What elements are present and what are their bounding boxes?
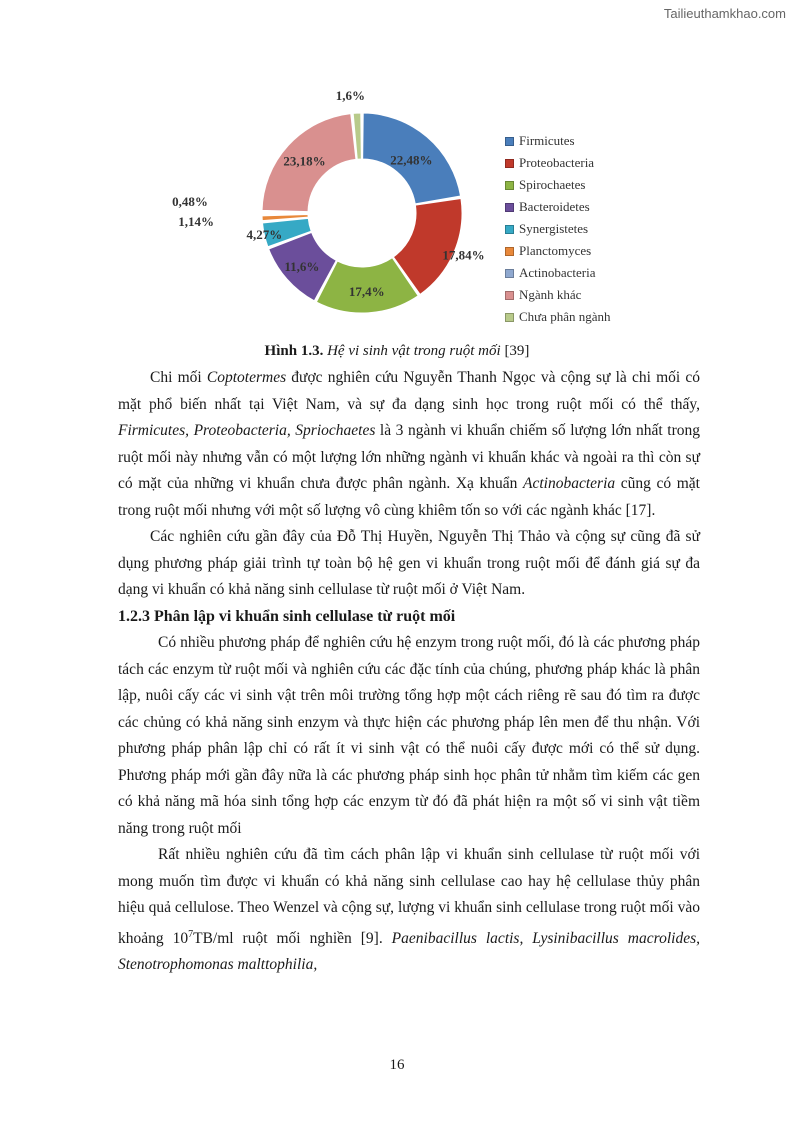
p4-text-2: TB/ml ruột mối nghiền [9]. (193, 929, 392, 947)
caption-ref: [39] (504, 343, 530, 359)
legend-swatch (505, 137, 514, 146)
legend-label: Planctomyces (519, 243, 592, 258)
legend-item (505, 130, 611, 152)
chart-legend (505, 130, 611, 328)
figure-caption (0, 343, 794, 360)
legend-swatch (505, 159, 514, 168)
p1-text-3: là 3 ngành vi khuẩn chiếm số lượng lớn nhất trong ruột mối này nhưng vẫn có một lượng lớn những ngành vi khuẩn khác và ngoài ra thì còn sự có mặt của những vi khuẩn chưa được phân ngành. Xạ khuẩn (118, 422, 700, 492)
doughnut-svg (172, 88, 500, 333)
legend-swatch (505, 313, 514, 322)
data-label-5: 1,14% (178, 213, 215, 229)
legend-item (505, 306, 611, 328)
paragraph-3: Có nhiều phương pháp để nghiên cứu hệ enzym trong ruột mối, đó là các phương pháp tách các enzym từ ruột mối và nghiên cứu các đặc tính của chúng, phương pháp khác là phân lập, nuôi cấy các vi sinh vật trên môi trường tổng hợp một cách riêng rẽ sau đó tìm ra được các chủng có khả năng sinh enzym và thực hiện các phương pháp lên men để thu nhận. Với phương pháp phân lập chỉ có rất ít vi sinh vật có thể nuôi cấy được mới có thể sử dụng. Phương pháp mới gần đây nữa là các phương pháp sinh học phân tử nhằm tìm kiếm các gen có khả năng mã hóa sinh tổng hợp các enzym từ đó đã phát hiện ra một số vi sinh vật tiềm năng trong ruột mối (118, 634, 700, 837)
p4-text-1: Rất nhiều nghiên cứu đã tìm cách phân lập vi khuẩn sinh cellulase từ ruột mối với mong muốn tìm được vi khuẩn có khả năng sinh cellulase cao hay hệ cellulase thủy phân hiệu quả cellulose. Theo Wenzel và cộng sự, lượng vi khuẩn sinh cellulase trong ruột mối vào khoảng 10 (118, 846, 700, 947)
p1-italic-3: Actinobacteria (523, 475, 616, 492)
p1-text-2: được nghiên cứu Nguyễn Thanh Ngọc và cộng sự là chi mối có mặt phổ biến nhất tại Việt Nam, và sự đa dạng sinh học trong ruột mối có thể thấy, (118, 369, 700, 413)
legend-label: Bacteroidetes (519, 199, 590, 214)
slice-actinobacteria (262, 213, 308, 214)
legend-swatch (505, 291, 514, 300)
paragraph-2: Các nghiên cứu gần đây của Đỗ Thị Huyền, Nguyễn Thị Thảo và cộng sự cũng đã sử dụng phương pháp giải trình tự toàn bộ hệ gen vi khuẩn trong ruột mối để đánh giá sự đa dạng vi khuẩn có khả năng sinh cellulase từ ruột mối ở Việt Nam. (118, 528, 700, 598)
data-label-0: 22,48% (390, 152, 433, 168)
legend-label: Chưa phân ngành (519, 309, 611, 324)
legend-item (505, 196, 611, 218)
legend-label: Synergistetes (519, 221, 589, 236)
data-label-7: 23,18% (283, 153, 326, 169)
data-label-3: 11,6% (284, 258, 320, 274)
legend-item (505, 240, 611, 262)
legend-label: Ngành khác (519, 287, 582, 302)
legend-label: Proteobacteria (519, 155, 595, 170)
legend-swatch (505, 225, 514, 234)
legend-swatch (505, 203, 514, 212)
body-text (118, 365, 700, 979)
caption-label: Hình 1.3. (264, 343, 324, 359)
legend-label: Firmicutes (519, 133, 575, 148)
paragraph-1 (118, 365, 700, 524)
p4-italic-1: Paenibacillus lactis, Lysinibacillus macrolides, Stenotrophomonas malttophilia, (118, 929, 700, 974)
p1-italic-2: Firmicutes, Proteobacteria, Spriochaetes (118, 422, 376, 439)
p1-text-4: cũng có mặt trong ruột mối nhưng với một số lượng vô cùng khiêm tốn so với các ngành khác [17]. (118, 475, 700, 519)
legend-item (505, 284, 611, 306)
paragraph-4 (118, 842, 700, 979)
p4-superscript: 7 (188, 928, 194, 940)
legend-item (505, 262, 611, 284)
p1-text-1: Chi mối (150, 369, 207, 386)
data-label-2: 17,4% (348, 283, 385, 299)
data-label-8: 1,6% (335, 88, 365, 104)
data-label-4: 4,27% (246, 227, 283, 243)
legend-item (505, 174, 611, 196)
section-heading: 1.2.3 Phân lập vi khuẩn sinh cellulase từ ruột mối (118, 607, 456, 625)
watermark: Tailieuthamkhao.com (663, 6, 786, 21)
legend-label: Actinobacteria (519, 265, 596, 280)
data-label-6: 0,48% (172, 194, 208, 210)
legend-item (505, 218, 611, 240)
page-number: 16 (389, 1057, 405, 1073)
legend-swatch (505, 181, 514, 190)
legend-item (505, 152, 611, 174)
legend-label: Spirochaetes (519, 177, 586, 192)
legend-swatch (505, 247, 514, 256)
legend-swatch (505, 269, 514, 278)
p1-italic-1: Coptotermes (206, 369, 287, 386)
caption-title: Hệ vi sinh vật trong ruột mối (327, 343, 501, 359)
doughnut-chart (172, 88, 670, 333)
data-label-1: 17,84% (442, 247, 485, 263)
